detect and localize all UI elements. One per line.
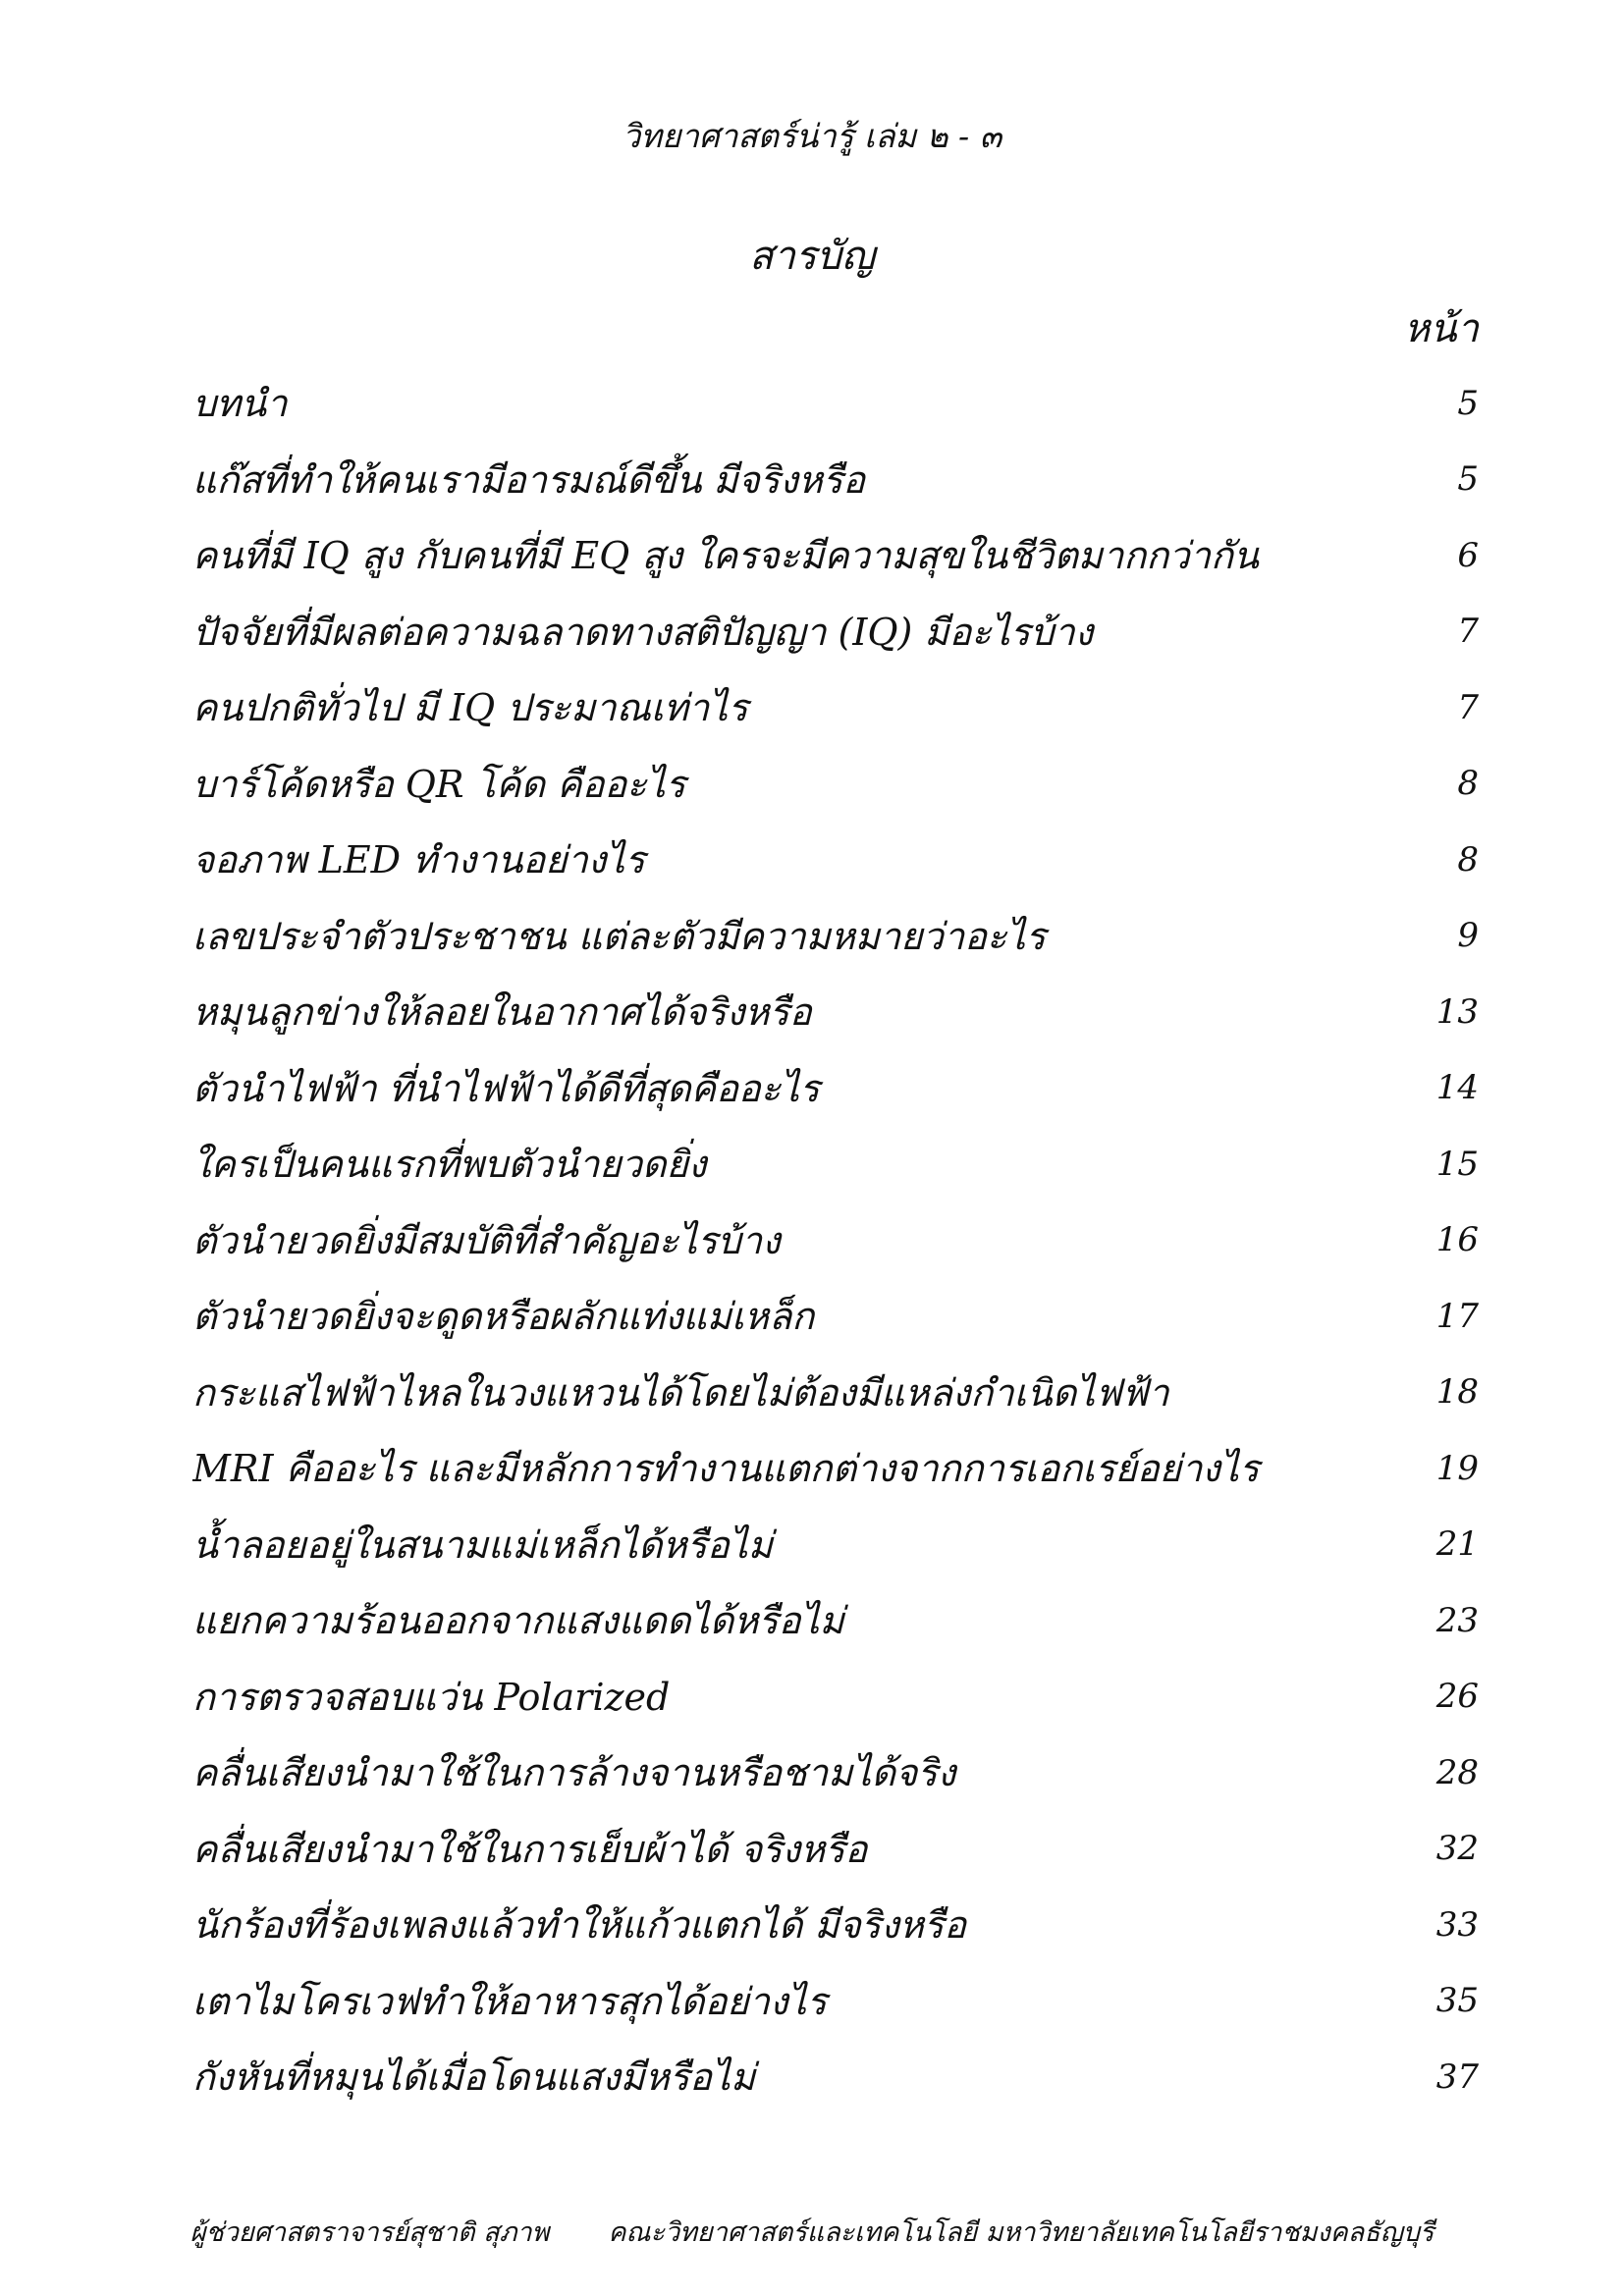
toc-entry-page: 21 bbox=[1435, 1524, 1479, 1565]
toc-entry-page: 26 bbox=[1435, 1677, 1479, 1717]
toc-entry-title: เลขประจำตัวประชาชน แต่ละตัวมีความหมายว่าอะไร bbox=[192, 914, 1046, 958]
footer-affiliation: คณะวิทยาศาสตร์และเทคโนโลยี มหาวิทยาลัยเทคโนโลยีราชมงคลธัญบุรี bbox=[608, 2217, 1435, 2248]
toc-entry-title: คนปกติทั่วไป มี IQ ประมาณเท่าไร bbox=[192, 686, 748, 730]
toc-entry-title: บาร์โค้ดหรือ QR โค้ด คืออะไร bbox=[192, 762, 686, 806]
footer-author: ผู้ช่วยศาสตราจารย์สุชาติ สุภาพ bbox=[189, 2217, 550, 2248]
toc-entry bbox=[192, 1659, 1479, 1735]
page-column-label: หน้า bbox=[1403, 306, 1479, 351]
toc-entry-title: กังหันที่หมุนได้เมื่อโดนแสงมีหรือไม่ bbox=[192, 2056, 756, 2100]
running-header: วิทยาศาสตร์น่ารู้ เล่ม ๒ - ๓ bbox=[622, 117, 1002, 155]
toc-entry-page: 35 bbox=[1435, 1981, 1479, 2021]
toc-entry-title: คลื่นเสียงนำมาใช้ในการเย็บผ้าได้ จริงหรือ bbox=[192, 1827, 868, 1871]
toc-entry-page: 37 bbox=[1435, 2056, 1479, 2097]
toc-entry bbox=[192, 1963, 1479, 2040]
toc-entry bbox=[192, 517, 1479, 594]
page-footer bbox=[0, 2211, 1624, 2253]
toc-entry bbox=[192, 1735, 1479, 1811]
toc-entry bbox=[192, 1507, 1479, 1583]
toc-entry-title: ใครเป็นคนแรกที่พบตัวนำยวดยิ่ง bbox=[192, 1143, 707, 1187]
toc-entry bbox=[192, 1887, 1479, 1963]
toc-entry-page: 28 bbox=[1435, 1752, 1479, 1792]
toc-entry-title: คลื่นเสียงนำมาใช้ในการล้างจานหรือชามได้จริง bbox=[192, 1751, 956, 1795]
toc-entry-title: ปัจจัยที่มีผลต่อความฉลาดทางสติปัญญา (IQ) มีอะไรบ้าง bbox=[192, 610, 1094, 654]
toc-entry-page: 6 bbox=[1457, 535, 1479, 575]
toc-entry bbox=[192, 1202, 1479, 1279]
toc-list bbox=[192, 365, 1479, 2115]
toc-entry-title: หมุนลูกข่างให้ลอยในอากาศได้จริงหรือ bbox=[192, 990, 812, 1035]
toc-entry-title: นักร้องที่ร้องเพลงแล้วทำให้แก้วแตกได้ มีจริงหรือ bbox=[192, 1903, 967, 1948]
toc-entry-page: 18 bbox=[1435, 1372, 1479, 1413]
toc-entry bbox=[192, 1050, 1479, 1127]
toc-entry-page: 8 bbox=[1457, 764, 1479, 804]
toc-entry-title: กระแสไฟฟ้าไหลในวงแหวนได้โดยไม่ต้องมีแหล่งกำเนิดไฟฟ้า bbox=[192, 1370, 1169, 1415]
toc-entry-page: 5 bbox=[1457, 459, 1479, 500]
toc-entry-title: ตัวนำยวดยิ่งมีสมบัติที่สำคัญอะไรบ้าง bbox=[192, 1218, 781, 1262]
toc-entry-page: 32 bbox=[1435, 1829, 1479, 1869]
toc-entry-page: 5 bbox=[1457, 383, 1479, 423]
toc-entry bbox=[192, 1355, 1479, 1431]
toc-entry-title: ตัวนำยวดยิ่งจะดูดหรือผลักแท่งแม่เหล็ก bbox=[192, 1295, 815, 1339]
toc-entry-title: จอภาพ LED ทำงานอย่างไร bbox=[192, 838, 645, 882]
toc-entry-title: น้ำลอยอยู่ในสนามแม่เหล็กได้หรือไม่ bbox=[192, 1522, 773, 1567]
toc-title: สารบัญ bbox=[749, 234, 875, 279]
toc-entry-page: 7 bbox=[1457, 612, 1479, 652]
toc-entry-page: 19 bbox=[1435, 1448, 1479, 1488]
toc-entry-page: 15 bbox=[1435, 1144, 1479, 1184]
toc-entry bbox=[192, 746, 1479, 823]
toc-entry bbox=[192, 365, 1479, 442]
toc-entry-page: 17 bbox=[1435, 1296, 1479, 1336]
toc-entry bbox=[192, 2039, 1479, 2115]
toc-entry-title: แก๊สที่ทำให้คนเรามีอารมณ์ดีขึ้น มีจริงหรือ bbox=[192, 457, 866, 502]
toc-entry bbox=[192, 1430, 1479, 1507]
toc-entry-page: 14 bbox=[1435, 1068, 1479, 1108]
toc-entry bbox=[192, 594, 1479, 670]
toc-entry-title: การตรวจสอบแว่น Polarized bbox=[192, 1675, 671, 1719]
toc-entry-page: 16 bbox=[1435, 1220, 1479, 1260]
toc-entry bbox=[192, 442, 1479, 518]
toc-entry-page: 8 bbox=[1457, 839, 1479, 880]
toc-entry-page: 9 bbox=[1457, 916, 1479, 956]
toc-entry-title: คนที่มี IQ สูง กับคนที่มี EQ สูง ใครจะมีความสุขในชีวิตมากกว่ากัน bbox=[192, 534, 1259, 578]
toc-entry bbox=[192, 669, 1479, 746]
toc-entry bbox=[192, 822, 1479, 898]
toc-entry bbox=[192, 1278, 1479, 1355]
toc-entry-title: MRI คืออะไร และมีหลักการทำงานแตกต่างจากการเอกเรย์อย่างไร bbox=[192, 1447, 1260, 1491]
toc-entry bbox=[192, 1811, 1479, 1888]
toc-entry-page: 33 bbox=[1435, 1904, 1479, 1945]
toc-entry bbox=[192, 1582, 1479, 1659]
toc-entry bbox=[192, 974, 1479, 1050]
toc-entry-title: เตาไมโครเวฟทำให้อาหารสุกได้อย่างไร bbox=[192, 1979, 828, 2023]
toc-entry-page: 7 bbox=[1457, 687, 1479, 727]
toc-entry-page: 23 bbox=[1435, 1600, 1479, 1640]
toc-entry-page: 13 bbox=[1435, 991, 1479, 1032]
toc-entry-title: ตัวนำไฟฟ้า ที่นำไฟฟ้าได้ดีที่สุดคืออะไร bbox=[192, 1066, 820, 1110]
toc-entry-title: บทนำ bbox=[192, 382, 288, 426]
toc-entry-title: แยกความร้อนออกจากแสงแดดได้หรือไม่ bbox=[192, 1599, 844, 1643]
toc-entry bbox=[192, 1126, 1479, 1202]
toc-entry bbox=[192, 898, 1479, 975]
